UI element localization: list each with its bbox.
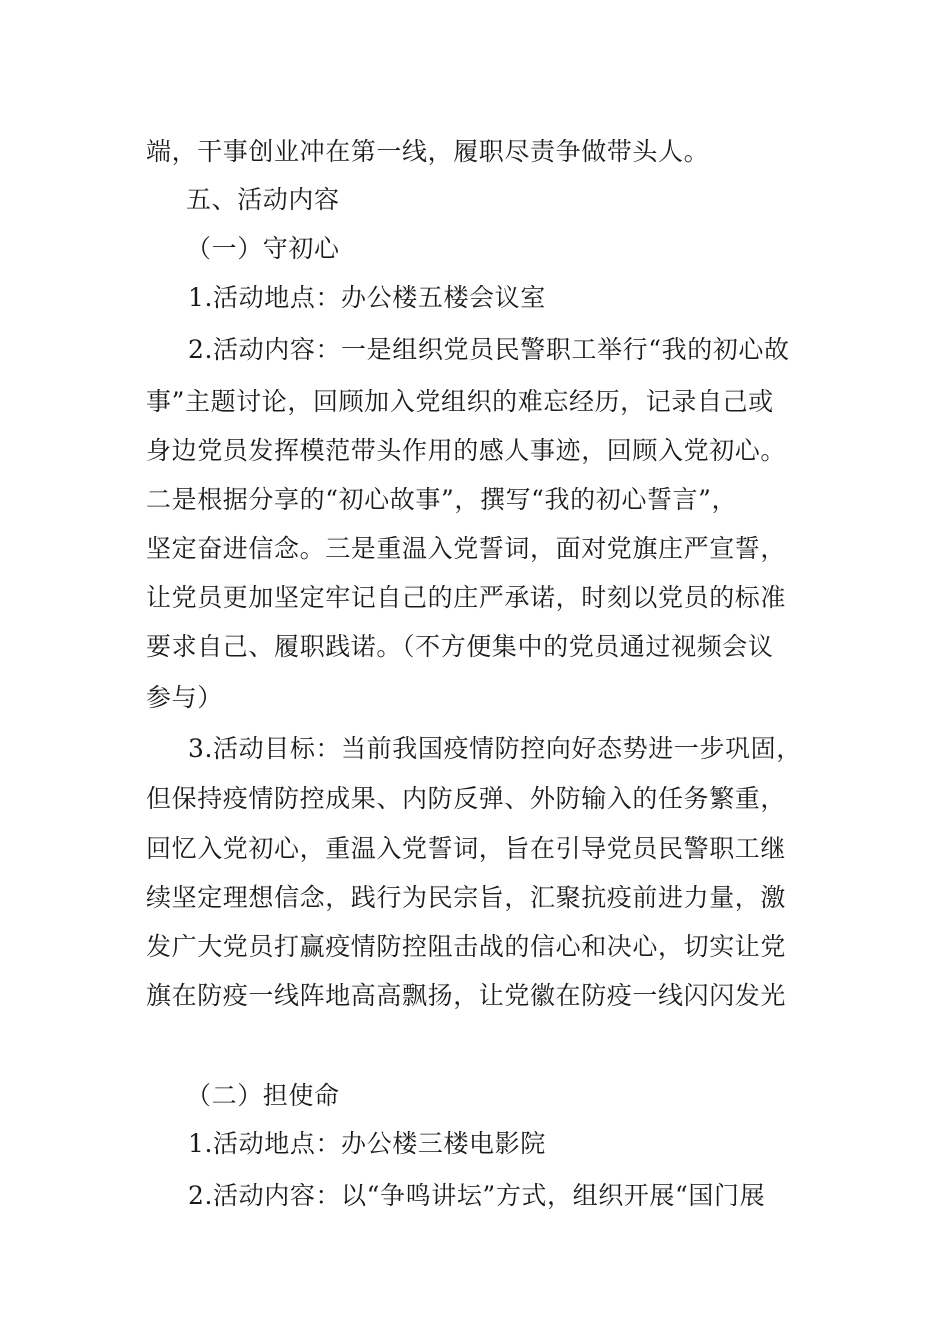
subsection-heading: （一）守初心 bbox=[186, 234, 340, 263]
subsection-heading: （二）担使命 bbox=[186, 1081, 340, 1110]
text-line: 让党员更加坚定牢记自己的庄严承诺，时刻以党员的标准 bbox=[146, 583, 787, 612]
text-line: 2.活动内容：以“争鸣讲坛”方式，组织开展“国门展 bbox=[188, 1181, 766, 1210]
section-heading: 五、活动内容 bbox=[186, 185, 340, 214]
text-line: 但保持疫情防控成果、内防反弹、外防输入的任务繁重， bbox=[146, 784, 787, 813]
text-line: 发广大党员打赢疫情防控阻击战的信心和决心，切实让党 bbox=[146, 932, 787, 961]
text-line: 回忆入党初心，重温入党誓词，旨在引导党员民警职工继 bbox=[146, 834, 787, 863]
text-line: 坚定奋进信念。三是重温入党誓词，面对党旗庄严宣誓， bbox=[146, 534, 787, 563]
text-line: 端，干事创业冲在第一线，履职尽责争做带头人。 bbox=[146, 137, 710, 166]
text-line: 1.活动地点：办公楼三楼电影院 bbox=[188, 1129, 546, 1158]
text-line: 3.活动目标：当前我国疫情防控向好态势进一步巩固， bbox=[188, 734, 802, 763]
text-line: 身边党员发挥模范带头作用的感人事迹，回顾入党初心。 bbox=[146, 436, 787, 465]
text-line: 旗在防疫一线阵地高高飘扬，让党徽在防疫一线闪闪发光 bbox=[146, 981, 787, 1010]
text-line: 2.活动内容：一是组织党员民警职工举行“我的初心故 bbox=[188, 335, 790, 364]
text-line: 二是根据分享的“初心故事”，撰写“我的初心誓言”， bbox=[146, 485, 738, 514]
text-line: 续坚定理想信念，践行为民宗旨，汇聚抗疫前进力量，激 bbox=[146, 883, 787, 912]
text-line: 1.活动地点：办公楼五楼会议室 bbox=[188, 283, 546, 312]
text-line: 参与） bbox=[146, 683, 223, 712]
text-line: 事”主题讨论，回顾加入党组织的难忘经历，记录自己或 bbox=[146, 387, 774, 416]
text-line: 要求自己、履职践诺。（不方便集中的党员通过视频会议 bbox=[146, 632, 774, 661]
